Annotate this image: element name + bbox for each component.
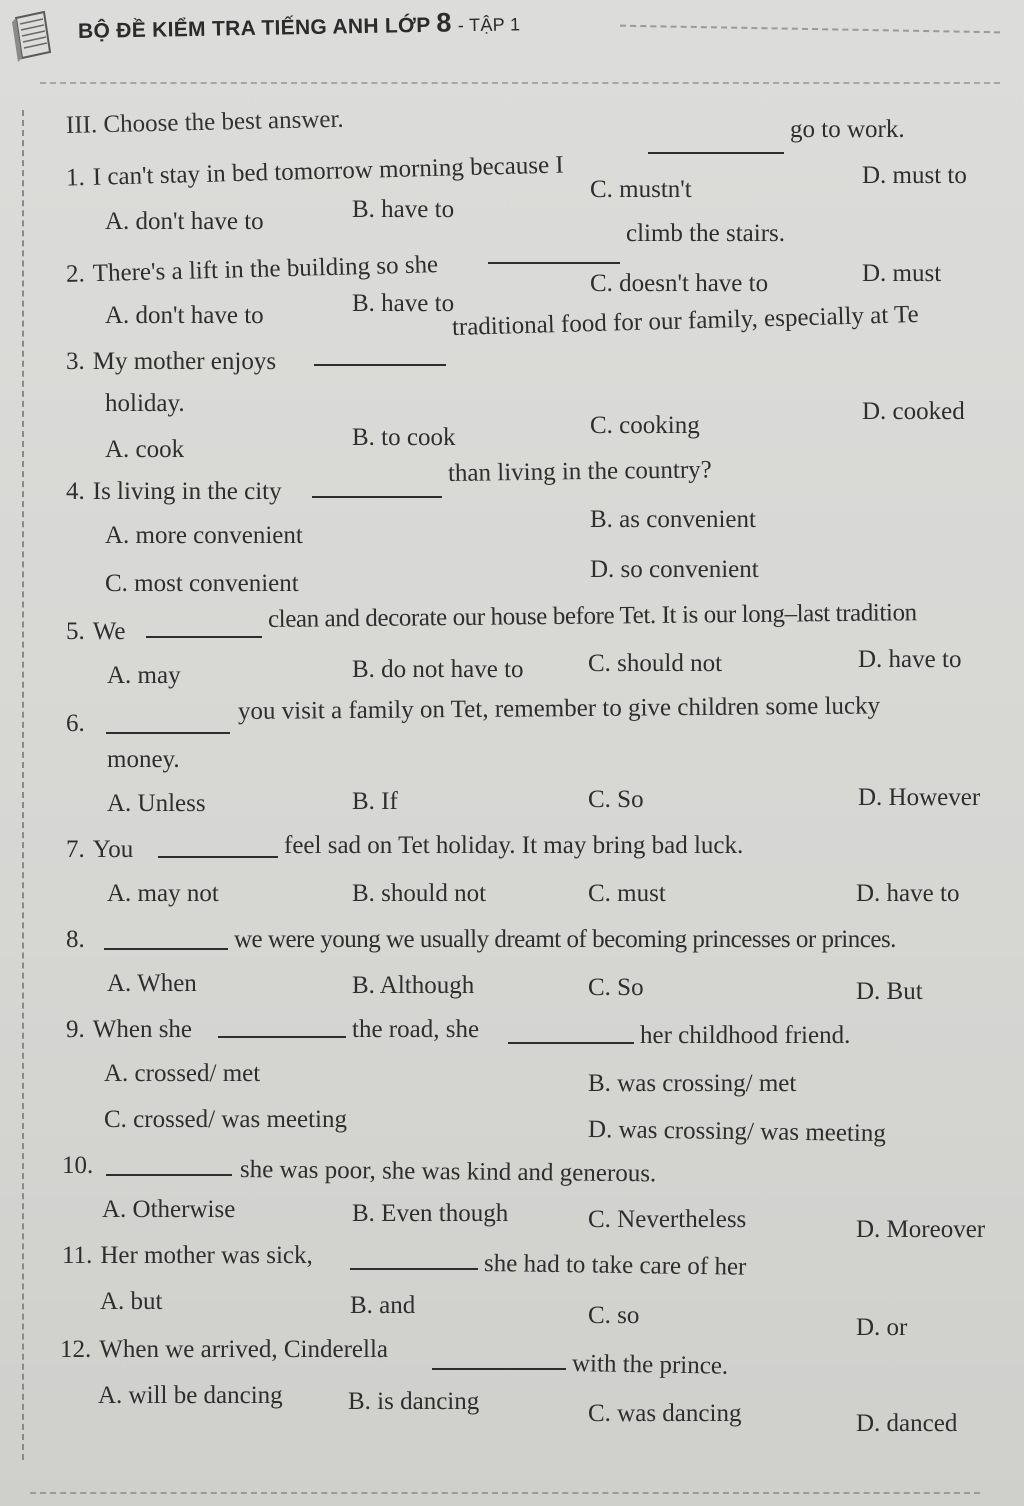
stem-text: clean and decorate our house before Tet. It is our long–last tradition	[267, 599, 917, 633]
book-title-text: BỘ ĐỀ KIỂM TRA TIẾNG ANH LỚP	[77, 13, 431, 43]
top-divider	[40, 82, 1000, 84]
stem-text: her childhood friend.	[640, 1022, 851, 1049]
question-stem	[66, 836, 133, 864]
option-a[interactable]: A. will be dancing	[98, 1382, 283, 1409]
option-c[interactable]: C. must	[588, 880, 666, 907]
answer-blank[interactable]	[314, 350, 446, 366]
question-stem	[60, 1336, 388, 1364]
option-d[interactable]: D. have to	[856, 880, 960, 907]
question-number: 9.	[66, 1016, 85, 1043]
option-d[interactable]: D. cooked	[862, 398, 965, 425]
option-c[interactable]: C. should not	[588, 650, 723, 677]
option-b[interactable]: B. Even though	[352, 1200, 509, 1227]
stem-continuation: holiday.	[105, 390, 185, 417]
option-b[interactable]: B. is dancing	[348, 1388, 480, 1415]
option-a[interactable]: A. don't have to	[105, 302, 264, 329]
answer-blank[interactable]	[218, 1022, 346, 1038]
page-header	[0, 0, 1024, 70]
option-a[interactable]: A. don't have to	[105, 208, 264, 235]
stem-text: Is living in the city	[92, 478, 282, 505]
option-d[interactable]: D. have to	[858, 646, 962, 673]
answer-blank[interactable]	[488, 248, 620, 264]
option-b[interactable]: B. was crossing/ met	[588, 1070, 797, 1097]
option-b[interactable]: B. If	[352, 788, 398, 815]
question-stem	[66, 151, 564, 192]
option-a[interactable]: A. Unless	[107, 790, 206, 817]
option-b[interactable]: B. do not have to	[352, 656, 524, 683]
option-a[interactable]: A. may	[107, 662, 181, 689]
option-c[interactable]: C. doesn't have to	[590, 270, 769, 297]
option-a[interactable]: A. crossed/ met	[104, 1060, 261, 1087]
stem-text: you visit a family on Tet, remember to give children some lucky	[237, 692, 881, 725]
answer-blank[interactable]	[106, 718, 230, 734]
stem-text: We	[92, 618, 126, 645]
option-c[interactable]: C. cooking	[590, 412, 700, 439]
stem-text: You	[92, 836, 134, 863]
option-b[interactable]: B. have to	[352, 196, 455, 223]
option-c[interactable]: C. most convenient	[105, 570, 299, 597]
option-d[interactable]: D. must	[862, 260, 942, 287]
book-volume: - TẬP 1	[457, 14, 521, 36]
book-icon	[10, 8, 60, 64]
answer-blank[interactable]	[146, 622, 262, 638]
stem-text: feel sad on Tet holiday. It may bring bad luck.	[284, 832, 744, 859]
answer-blank[interactable]	[350, 1254, 478, 1270]
stem-text: climb the stairs.	[626, 220, 785, 247]
answer-blank[interactable]	[648, 138, 784, 154]
question-number: 10.	[62, 1152, 94, 1179]
stem-text: she was poor, she was kind and generous.	[239, 1156, 657, 1188]
question-number: 3.	[66, 348, 85, 375]
option-d[interactable]: D. Moreover	[856, 1216, 986, 1243]
bottom-divider	[30, 1492, 980, 1494]
header-divider	[620, 25, 1000, 34]
question-stem	[66, 478, 282, 506]
option-d[interactable]: D. must to	[862, 162, 967, 189]
question-stem	[66, 618, 125, 646]
option-c[interactable]: C. So	[588, 786, 644, 813]
question-number: 7.	[66, 836, 85, 863]
question-stem	[66, 251, 439, 289]
option-c[interactable]: C. mustn't	[590, 176, 692, 203]
option-d[interactable]: D. or	[856, 1314, 908, 1341]
stem-text: There's a lift in the building so she	[92, 251, 439, 288]
answer-blank-2[interactable]	[508, 1028, 634, 1044]
option-c[interactable]: C. Nevertheless	[588, 1206, 747, 1233]
stem-text: traditional food for our family, especially at Te	[451, 300, 920, 341]
question-stem	[62, 1242, 313, 1270]
option-a[interactable]: A. more convenient	[105, 522, 303, 549]
option-c[interactable]: C. So	[588, 974, 644, 1001]
question-number: 11.	[62, 1242, 93, 1269]
option-d[interactable]: D. danced	[856, 1410, 958, 1437]
question-number: 12.	[60, 1336, 92, 1363]
option-c[interactable]: C. was dancing	[588, 1400, 742, 1427]
stem-text: we were young we usually dreamt of becoming princesses or princes.	[234, 926, 896, 953]
stem-text: My mother enjoys	[92, 348, 277, 375]
option-b[interactable]: B. Although	[352, 972, 475, 999]
answer-blank[interactable]	[312, 482, 442, 498]
question-stem	[66, 348, 276, 376]
stem-continuation: money.	[107, 746, 180, 773]
option-d[interactable]: D. But	[856, 978, 923, 1005]
question-number: 6.	[66, 710, 85, 737]
stem-text: she had to take care of her	[483, 1250, 747, 1281]
stem-text: go to work.	[790, 116, 905, 143]
stem-text: than living in the country?	[447, 456, 712, 487]
stem-text: I can't stay in bed tomorrow morning because I	[92, 151, 565, 191]
question-stem	[66, 1016, 192, 1044]
option-c[interactable]: C. so	[588, 1302, 640, 1329]
left-margin-line	[22, 110, 24, 1460]
question-number: 2.	[65, 260, 86, 288]
option-d[interactable]: D. was crossing/ was meeting	[587, 1116, 887, 1148]
question-stem	[66, 926, 93, 954]
answer-blank[interactable]	[106, 1160, 232, 1176]
question-number: 5.	[66, 618, 85, 645]
option-c[interactable]: C. crossed/ was meeting	[104, 1106, 348, 1133]
section-title: III. Choose the best answer.	[65, 105, 344, 139]
stem-text: the road, she	[352, 1016, 480, 1043]
stem-text: When she	[92, 1016, 193, 1043]
answer-blank[interactable]	[158, 842, 278, 858]
answer-blank[interactable]	[104, 934, 228, 950]
book-grade: 8	[436, 7, 452, 38]
option-a[interactable]: A. When	[107, 970, 197, 997]
option-b[interactable]: B. and	[350, 1292, 416, 1319]
question-number: 4.	[66, 478, 85, 505]
question-stem	[62, 1152, 101, 1180]
option-b[interactable]: B. as convenient	[590, 506, 756, 533]
option-b[interactable]: B. to cook	[352, 424, 456, 451]
option-a[interactable]: A. Otherwise	[102, 1196, 236, 1223]
question-number: 1.	[65, 164, 86, 192]
option-a[interactable]: A. cook	[105, 436, 185, 463]
answer-blank[interactable]	[432, 1354, 566, 1370]
book-title	[78, 6, 521, 45]
question-stem	[66, 710, 93, 738]
stem-text: When we arrived, Cinderella	[99, 1336, 389, 1363]
option-b[interactable]: B. should not	[352, 880, 487, 907]
option-b[interactable]: B. have to	[352, 290, 455, 317]
option-d[interactable]: D. However	[858, 784, 981, 811]
option-d[interactable]: D. so convenient	[590, 556, 759, 583]
stem-text: with the prince.	[571, 1350, 729, 1380]
question-number: 8.	[66, 926, 85, 953]
option-a[interactable]: A. may not	[107, 880, 219, 907]
option-a[interactable]: A. but	[100, 1288, 163, 1315]
stem-text: Her mother was sick,	[100, 1242, 313, 1269]
